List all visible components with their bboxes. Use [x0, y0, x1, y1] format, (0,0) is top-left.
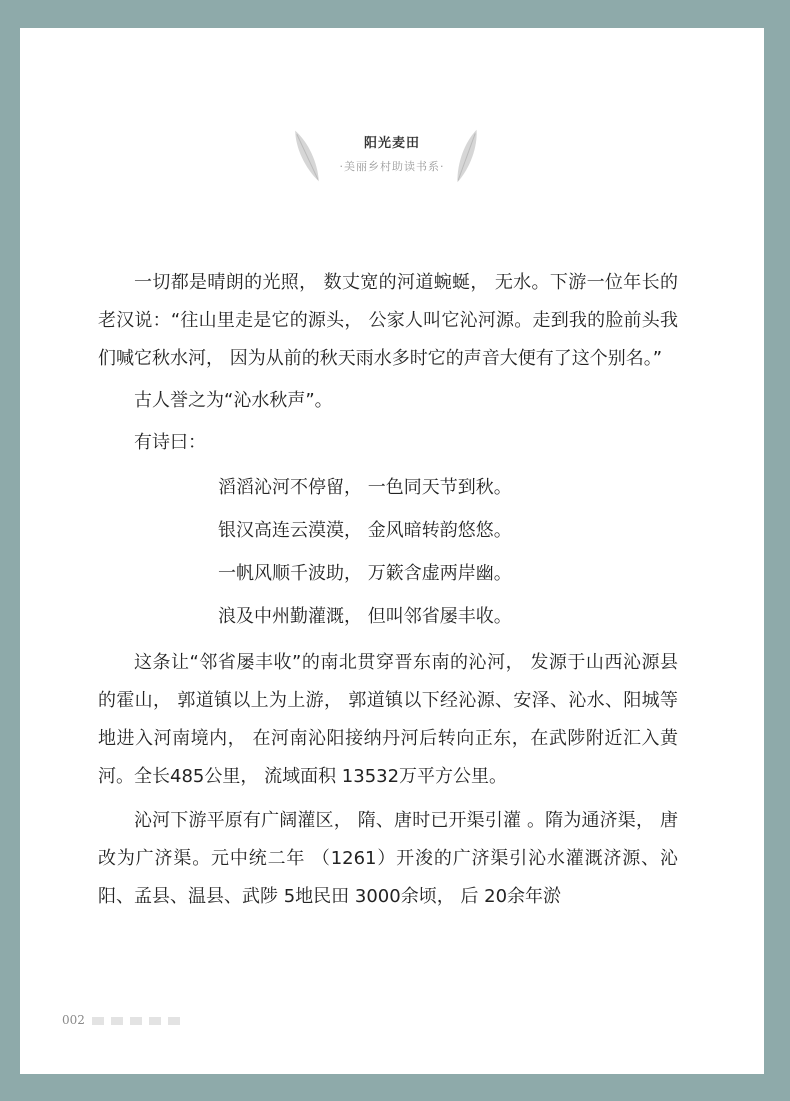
series-title: 阳光麦田: [363, 136, 420, 151]
paragraph-1: 一切都是晴朗的光照， 数丈宽的河道蜿蜒， 无水。下游一位年长的老汉说：“往山里走是它的源头， 公家人叫它沁河源。走到我的脸前头我们喊它秋水河， 因为从前的秋天雨水多时它的声音大便有了这个别名。”: [98, 272, 678, 369]
paragraph-2: 古人誉之为“沁水秋声”。: [134, 390, 333, 411]
paragraph-3: 有诗曰：: [134, 432, 206, 453]
page-number: 002: [62, 1013, 85, 1027]
series-subtitle: ·美丽乡村助读书系·: [339, 160, 445, 173]
page: [20, 28, 764, 1074]
footer-square-icon: [130, 1017, 142, 1025]
page-footer: [62, 1013, 180, 1027]
paragraph-5: 沁河下游平原有广阔灌区， 隋、唐时已开渠引灌 。隋为通济渠， 唐改为广济渠。元中统二年 （1261）开浚的广济渠引沁水灌溉济源、沁阳、孟县、温县、武陟 5地民田 3000余顷， 后 20余年淤: [98, 810, 678, 907]
poem: [98, 466, 678, 638]
poem-line: 一帆风顺千波助， 万簌含虚两岸幽。: [218, 563, 512, 584]
body-text: [98, 264, 678, 916]
footer-square-icon: [92, 1017, 104, 1025]
footer-square-icon: [111, 1017, 123, 1025]
footer-square-icon: [149, 1017, 161, 1025]
poem-line: 滔滔沁河不停留， 一色同天节到秋。: [218, 477, 512, 498]
poem-line: 浪及中州勤灌溉， 但叫邻省屡丰收。: [218, 606, 512, 627]
running-header: [20, 132, 764, 174]
poem-line: 银汉高连云漠漠， 金风暗转韵悠悠。: [218, 520, 512, 541]
footer-square-icon: [168, 1017, 180, 1025]
paragraph-4: 这条让“邻省屡丰收”的南北贯穿晋东南的沁河， 发源于山西沁源县的霍山， 郭道镇以上为上游， 郭道镇以下经沁源、安泽、沁水、阳城等地进入河南境内， 在河南沁阳接纳丹河后转向正东，在武陟附近汇入黄河。全长485公里， 流域面积 13532万平方公里。: [98, 652, 678, 787]
